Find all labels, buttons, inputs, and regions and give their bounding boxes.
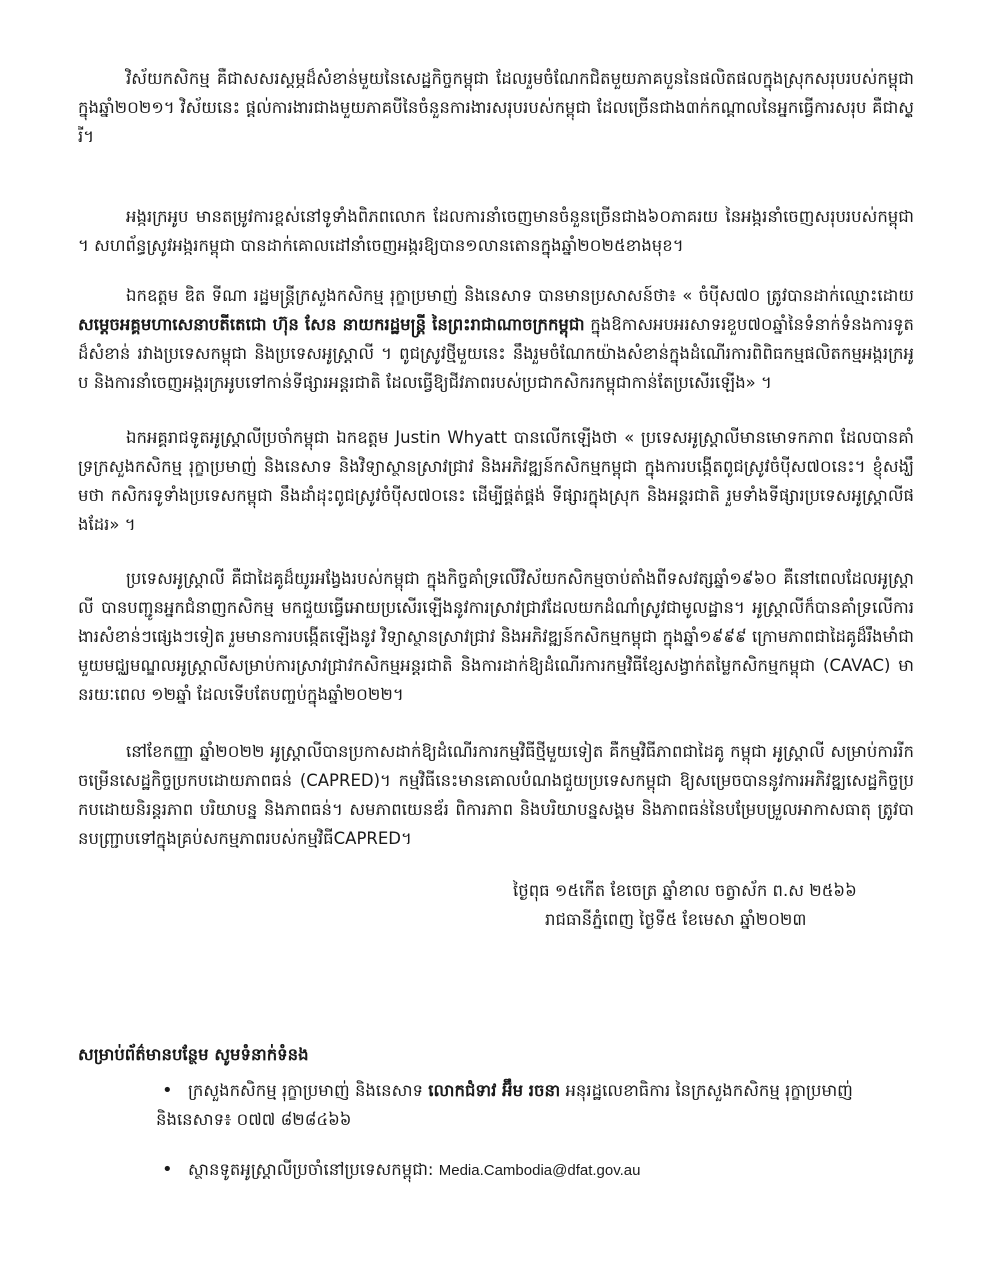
contact-item-ministry xyxy=(120,1076,910,1134)
contact-ministry-phone: និងនេសាទ៖ ០៧៧ ៨២៨៤៦៦ xyxy=(156,1110,352,1129)
contact-embassy-label: ស្ថានទូតអូស្ត្រាលីប្រចាំនៅប្រទេសកម្ពុជា: xyxy=(188,1160,439,1179)
contact-ministry-person: លោកជំទាវ អ៊ឹម រចនា xyxy=(428,1081,561,1100)
lunar-date: ថ្ងៃពុធ ១៥កើត ខែចេត្រ ឆ្នាំខាល ចត្វាស័ក ព.ស ២៥៦៦ xyxy=(513,881,857,900)
paragraph-agriculture-sector: វិស័យកសិកម្ម គឺជាសសរស្តម្ភដ៏សំខាន់មួយនៃសេដ្ឋកិច្ចកម្ពុជា ដែលរួមចំណែកជិតមួយភាគបួននៃផលិតផលក្នុងស្រុកសរុបរបស់កម្ពុជាក្នុងឆ្នាំ២០២១។ វិស័យនេះ ផ្តល់ការងារជាងមួយភាគបីនៃចំនួនការងារសរុបរបស់កម្ពុជា ដែលច្រើនជាង៣ក់កណ្តាលនៃអ្នកធ្វើការសរុប គឺជាស្ត្រី។ xyxy=(78,69,914,146)
prime-minister-name: សម្តេចអគ្គមហាសេនាបតីតេជោ ហ៊ុន សែន នាយករដ្ឋមន្ត្រី នៃព្រះរាជាណាចក្រកម្ពុជា xyxy=(78,315,585,334)
minister-quote-end: ក្នុងឱកាសអបអរសាទរខួប៧០ឆ្នាំនៃទំនាក់ទំនងការទូតដ៏សំខាន់ រវាងប្រទេសកម្ពុជា និងប្រទេសអូស្ត្រាលី ។ ពូជស្រូវថ្មីមួយនេះ នឹងរួមចំណែកយ៉ាងសំខាន់ក្នុងដំណើរការពិពិធកម្មផលិតកម្មអង្ករក្រអូប និងការនាំចេញអង្ករក្រអូបទៅកាន់ទីផ្សារអន្តរជាតិ ដែលធ្វើឱ្យជីវភាពរបស់ប្រជាកសិករកម្ពុជាកាន់តែប្រសើរឡើង» ។ xyxy=(78,315,914,392)
paragraph-capred-program: នៅខែកញ្ញា ឆ្នាំ២០២២ អូស្ត្រាលីបានប្រកាសដាក់ឱ្យដំណើរការកម្មវិធីថ្មីមួយទៀត គឺកម្មវិធីភាពជាដៃគូ កម្ពុជា អូស្ត្រាលី សម្រាប់ការរីកចម្រើនសេដ្ឋកិច្ចប្រកបដោយភាពធន់ (CAPRED)។ កម្មវិធីនេះមានគោលបំណងជួយប្រទេសកម្ពុជា ឱ្យសម្រេចបាននូវការអភិវឌ្ឍសេដ្ឋកិច្ចប្រកបដោយនិរន្តរភាព បរិយាបន្ន និងភាពធន់។ សមភាពយេនឌ័រ ពិការភាព និងបរិយាបន្នសង្គម និងភាពធន់នៃបម្រែបម្រួលអាកាសធាតុ ត្រូវបានបញ្ជ្រាបទៅក្នុងគ្រប់សកម្មភាពរបស់កម្មវិធីCAPRED។ xyxy=(78,742,914,848)
contact-heading: សម្រាប់ព័ត៌មានបន្ថែម សូមទំនាក់ទំនង xyxy=(78,1045,309,1064)
solar-date: រាជធានីភ្នំពេញ ថ្ងៃទី៥ ខែមេសា ឆ្នាំ២០២៣ xyxy=(545,910,807,929)
contact-email-link[interactable]: Media.Cambodia@dfat.gov.au xyxy=(438,1162,641,1179)
minister-quote-start: ឯកឧត្តម ឌិត ទីណា រដ្ឋមន្ត្រីក្រសួងកសិកម្ម រុក្ខាប្រមាញ់ និងនេសាទ បានមានប្រសាសន៍ថា៖ « ចំប៉ីស៧០ ត្រូវបានដាក់ឈ្មោះដោយ xyxy=(126,286,914,305)
paragraph-minister-quote xyxy=(78,281,914,397)
contact-ministry-prefix: ក្រសួងកសិកម្ម រុក្ខាប្រមាញ់ និងនេសាទ xyxy=(188,1081,429,1100)
paragraph-ambassador-quote: ឯកអគ្គរាជទូតអូស្ត្រាលីប្រចាំកម្ពុជា ឯកឧត្តម Justin Whyatt បានលើកឡើងថា « ប្រទេសអូស្ត្រាលីមានមោទកភាព ដែលបានគាំទ្រក្រសួងកសិកម្ម រុក្ខាប្រមាញ់ និងនេសាទ និងវិទ្យាស្ថានស្រាវជ្រាវ និងអភិវឌ្ឍន៍កសិកម្មកម្ពុជា ក្នុងការបង្កើតពូជស្រូវចំប៉ីស៧០នេះ។ ខ្ញុំសង្ឃឹមថា កសិករទូទាំងប្រទេសកម្ពុជា នឹងដាំដុះពូជស្រូវចំប៉ីស៧០នេះ ដើម្បីផ្គត់ផ្គង់ ទីផ្សារក្នុងស្រុក និងអន្តរជាតិ រួមទាំងទីផ្សារប្រទេសអូស្ត្រាលីផងដែរ» ។ xyxy=(78,428,914,534)
contact-item-embassy xyxy=(120,1155,910,1185)
bullet-icon: • xyxy=(162,1159,173,1180)
bullet-icon: • xyxy=(162,1080,173,1101)
paragraph-fragrant-rice: អង្ករក្រអូប មានតម្រូវការខ្ពស់នៅទូទាំងពិភពលោក ដែលការនាំចេញមានចំនួនច្រើនជាង៦០ភាគរយ នៃអង្ករនាំចេញសរុបរបស់កម្ពុជា។ សហព័ន្ធស្រូវអង្ករកម្ពុជា បានដាក់គោលដៅនាំចេញអង្ករឱ្យបាន១លានតោនក្នុងឆ្នាំ២០២៥ខាងមុខ។ xyxy=(78,207,914,255)
contact-list xyxy=(120,1076,910,1206)
paragraph-australia-partnership: ប្រទេសអូស្ត្រាលី គឺជាដៃគូដ៏យូរអង្វែងរបស់កម្ពុជា ក្នុងកិច្ចគាំទ្រលើវិស័យកសិកម្មចាប់តាំងពីទសវត្សឆ្នាំ១៩៦០ គឺនៅពេលដែលអូស្ត្រាលី បានបញ្ជូនអ្នកជំនាញកសិកម្ម មកជួយធ្វើអោយប្រសើរឡើងនូវការស្រាវជ្រាវដែលយកដំណាំស្រូវជាមូលដ្ឋាន។ អូស្ត្រាលីក៏បានគាំទ្រលើការងារសំខាន់ៗផ្សេងៗទៀត រួមមានការបង្កើតឡើងនូវ វិទ្យាស្ថានស្រាវជ្រាវ និងអភិវឌ្ឍន៍កសិកម្មកម្ពុជា ក្នុងឆ្នាំ១៩៩៩ ក្រោមភាពជាដៃគូដ៏រឹងមាំជាមួយមជ្ឈមណ្ឌលអូស្ត្រាលីសម្រាប់ការស្រាវជ្រាវកសិកម្មអន្តរជាតិ និងការដាក់ឱ្យដំណើរការកម្មវិធីខ្សែសង្វាក់តម្លៃកសិកម្មកម្ពុជា (CAVAC) មានរយៈពេល ១២ឆ្នាំ ដែលទើបតែបញ្ចប់ក្នុងឆ្នាំ២០២២។ xyxy=(78,569,914,704)
contact-ministry-suffix: អនុរដ្ឋលេខាធិការ នៃក្រសួងកសិកម្ម រុក្ខាប្រមាញ់ xyxy=(560,1081,853,1100)
